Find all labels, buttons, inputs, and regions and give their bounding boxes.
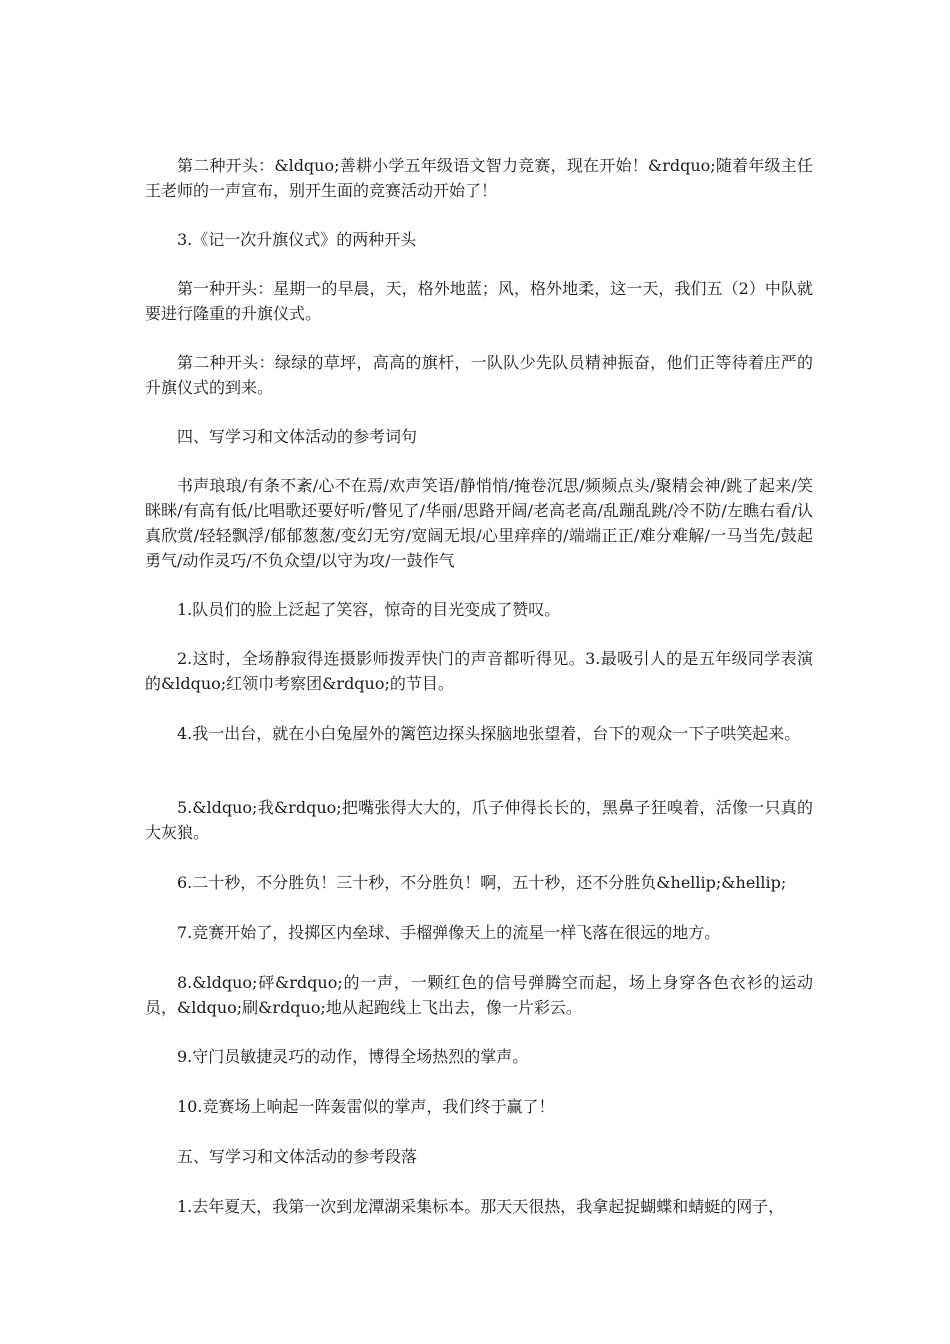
section-heading-reference-paragraphs: 五、写学习和文体活动的参考段落 bbox=[177, 1147, 418, 1166]
sentence-item-7: 7.竞赛开始了，投掷区内垒球、手榴弹像天上的流星一样飞落在很远的地方。 bbox=[177, 923, 721, 942]
section-heading-reference-phrases: 四、写学习和文体活动的参考词句 bbox=[177, 427, 418, 446]
sentence-item-4: 4.我一出台，就在小白兔屋外的篱笆边探头探脑地张望着，台下的观众一下子哄笑起来。 bbox=[177, 724, 801, 743]
sentence-item-1: 1.队员们的脸上泛起了笑容，惊奇的目光变成了赞叹。 bbox=[177, 600, 561, 619]
sentence-item-8: 8.&ldquo;砰&rdquo;的一声，一颗红色的信号弹腾空而起，场上身穿各色衣衫的运动员，&ldquo;刷&rdquo;地从起跑线上飞出去，像一片彩云。 bbox=[145, 973, 813, 1017]
paragraph-flag-opening-two: 第二种开头：绿绿的草坪，高高的旗杆，一队队少先队员精神振奋，他们正等待着庄严的升旗仪式的到来。 bbox=[145, 353, 813, 397]
sentence-item-5: 5.&ldquo;我&rdquo;把嘴张得大大的，爪子伸得长长的，黑鼻子狂嗅着，活像一只真的大灰狼。 bbox=[145, 798, 813, 842]
sentence-item-2-3: 2.这时，全场静寂得连摄影师拨弄快门的声音都听得见。3.最吸引人的是五年级同学表演的&ldquo;红领巾考察团&rdquo;的节目。 bbox=[145, 649, 813, 693]
heading-flag-ceremony-openings: 3.《记一次升旗仪式》的两种开头 bbox=[177, 230, 417, 249]
sentence-item-6: 6.二十秒，不分胜负！三十秒，不分胜负！啊，五十秒，还不分胜负&hellip;&hellip; bbox=[177, 873, 787, 892]
sentence-item-9: 9.守门员敏捷灵巧的动作，博得全场热烈的掌声。 bbox=[177, 1047, 529, 1066]
paragraph-opening-two-contest: 第二种开头：&ldquo;善耕小学五年级语文智力竞赛，现在开始！&rdquo;随着年级主任王老师的一声宣布，别开生面的竞赛活动开始了！ bbox=[145, 156, 813, 200]
sentence-item-10: 10.竞赛场上响起一阵轰雷似的掌声，我们终于赢了！ bbox=[177, 1097, 555, 1116]
paragraph-flag-opening-one: 第一种开头：星期一的早晨，天，格外地蓝；风，格外地柔，这一天，我们五（2）中队就要进行隆重的升旗仪式。 bbox=[145, 279, 813, 323]
paragraph-sample-1: 1.去年夏天，我第一次到龙潭湖采集标本。那天天很热，我拿起捉蝴蝶和蜻蜓的网子， bbox=[177, 1197, 785, 1216]
paragraph-phrase-list: 书声琅琅/有条不紊/心不在焉/欢声笑语/静悄悄/掩卷沉思/频频点头/聚精会神/跳了起来/笑眯眯/有高有低/比唱歌还要好听/瞥见了/华丽/思路开阔/老高老高/乱蹦乱跳/冷不防/左瞧右看/认真欣赏/轻轻飘浮/郁郁葱葱/变幻无穷/宽阔无垠/心里痒痒的/端端正正/难分难解/一马当先/鼓起勇气/动作灵巧/不负众望/以守为攻/一鼓作气 bbox=[145, 476, 813, 570]
